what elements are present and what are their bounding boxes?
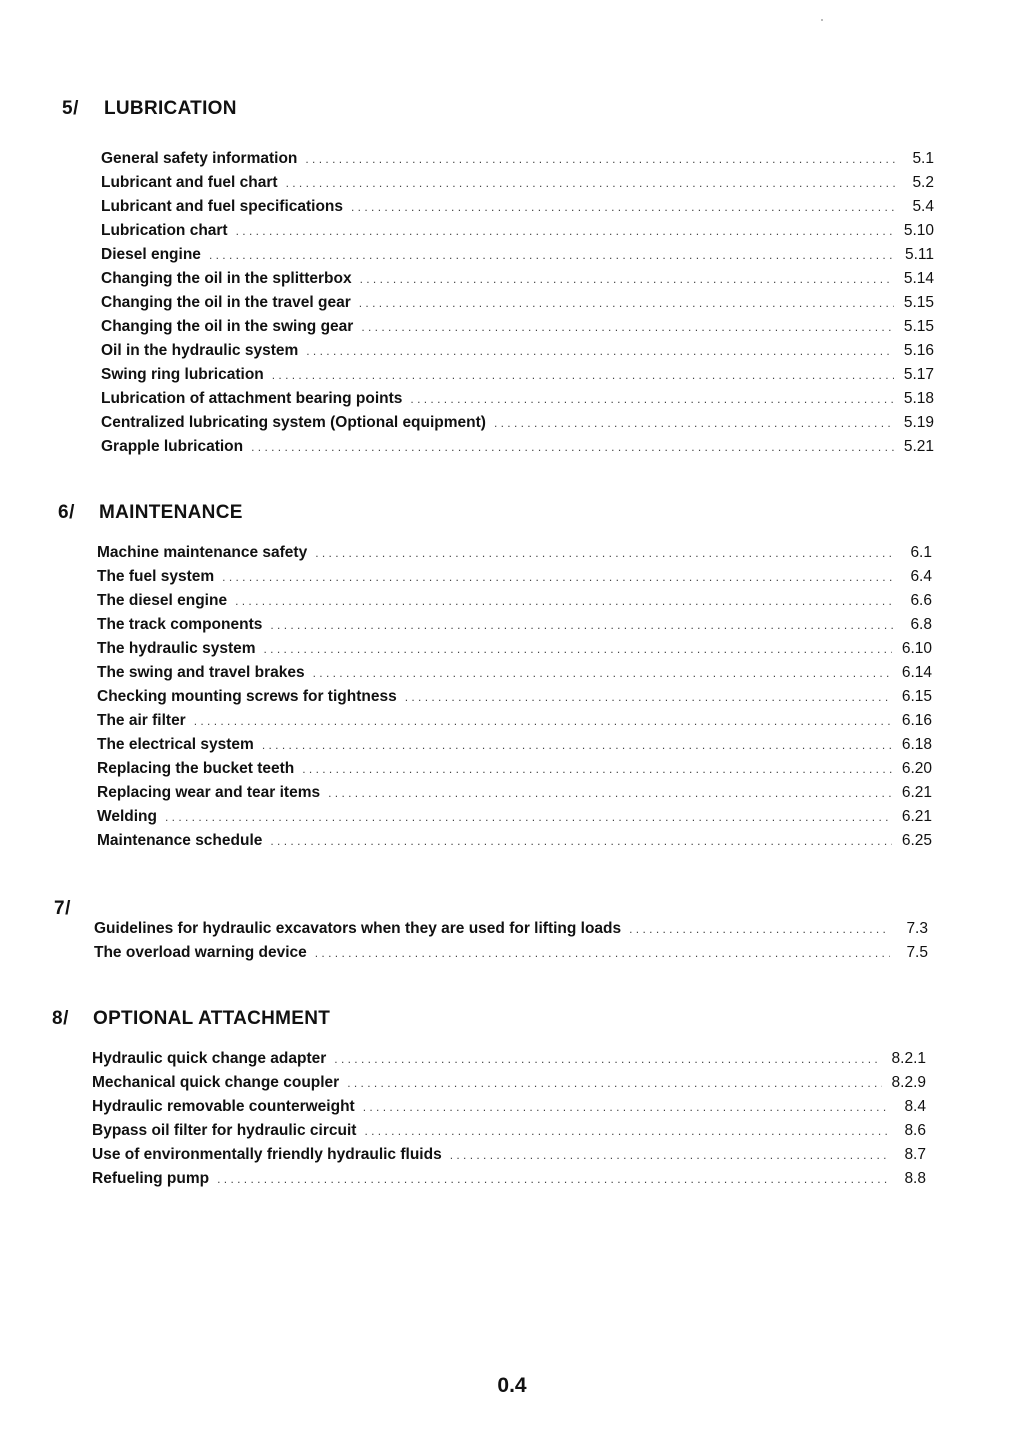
toc-entry-label: Machine maintenance safety — [97, 544, 308, 561]
section-title: LUBRICATION — [104, 98, 237, 119]
dot-leader — [494, 416, 894, 430]
dot-leader — [305, 152, 896, 166]
toc-entry-label: The electrical system — [97, 736, 254, 753]
toc-entry-page: 6.16 — [901, 712, 932, 729]
toc-list — [94, 920, 928, 968]
section-title: OPTIONAL ATTACHMENT — [93, 1008, 331, 1029]
toc-entry[interactable] — [92, 1050, 926, 1074]
toc-entry-page: 6.4 — [910, 568, 932, 585]
dot-leader — [629, 922, 890, 936]
toc-entry-page: 5.15 — [903, 294, 934, 311]
section-number: 7/ — [54, 898, 71, 919]
toc-entry-label: Mechanical quick change coupler — [92, 1074, 340, 1091]
toc-list — [92, 1050, 926, 1194]
toc-entry-page: 5.19 — [903, 414, 934, 431]
dot-leader — [270, 618, 894, 632]
toc-entry[interactable] — [101, 342, 934, 366]
toc-entry-page: 5.11 — [904, 246, 934, 263]
toc-entry-label: Checking mounting screws for tightness — [97, 688, 397, 705]
toc-entry-page: 8.8 — [904, 1170, 926, 1187]
toc-entry-label: The swing and travel brakes — [97, 664, 305, 681]
toc-entry-page: 5.4 — [912, 198, 934, 215]
toc-entry[interactable] — [97, 736, 932, 760]
toc-entry-label: Welding — [97, 808, 157, 825]
toc-entry-label: Changing the oil in the travel gear — [101, 294, 351, 311]
toc-entry-label: Use of environmentally friendly hydraulic fluids — [92, 1146, 442, 1163]
toc-entry-page: 6.15 — [901, 688, 932, 705]
toc-entry[interactable] — [97, 688, 932, 712]
toc-entry-label: Diesel engine — [101, 246, 201, 263]
toc-entry[interactable] — [101, 438, 934, 462]
toc-entry-label: Maintenance schedule — [97, 832, 263, 849]
toc-entry[interactable] — [97, 712, 932, 736]
toc-entry-page: 5.10 — [903, 222, 934, 239]
dot-leader — [405, 690, 892, 704]
section-maintenance — [0, 502, 1024, 849]
dot-leader — [315, 946, 890, 960]
section-number: 6/ — [58, 502, 75, 523]
toc-entry-label: Bypass oil filter for hydraulic circuit — [92, 1122, 357, 1139]
toc-entry[interactable] — [101, 198, 934, 222]
toc-entry-label: Hydraulic quick change adapter — [92, 1050, 327, 1067]
toc-entry[interactable] — [92, 1074, 926, 1098]
toc-entry[interactable] — [101, 390, 934, 414]
toc-entry[interactable] — [97, 640, 932, 664]
toc-entry[interactable] — [92, 1122, 926, 1146]
toc-entry-label: Hydraulic removable counterweight — [92, 1098, 355, 1115]
toc-entry-label: Changing the oil in the swing gear — [101, 318, 354, 335]
toc-entry-label: Lubrication of attachment bearing points — [101, 390, 403, 407]
dot-leader — [270, 834, 891, 848]
dot-leader — [235, 594, 894, 608]
toc-entry-label: The track components — [97, 616, 263, 633]
dot-leader — [359, 296, 894, 310]
dot-leader — [410, 392, 893, 406]
toc-entry-label: The air filter — [97, 712, 186, 729]
dot-leader — [236, 224, 894, 238]
toc-entry-page: 5.1 — [912, 150, 934, 167]
toc-entry[interactable] — [97, 568, 932, 592]
toc-entry[interactable] — [101, 174, 934, 198]
toc-entry-page: 8.6 — [904, 1122, 926, 1139]
toc-entry-page: 5.14 — [903, 270, 934, 287]
toc-entry-label: The overload warning device — [94, 944, 307, 961]
page-number: 0.4 — [497, 1374, 527, 1397]
toc-entry-page: 7.5 — [906, 944, 928, 961]
toc-entry-label: Centralized lubricating system (Optional equipment) — [101, 414, 486, 431]
dot-leader — [165, 810, 892, 824]
toc-entry-label: Changing the oil in the splitterbox — [101, 270, 352, 287]
toc-entry-page: 8.4 — [904, 1098, 926, 1115]
toc-entry[interactable] — [101, 294, 934, 318]
toc-entry-page: 6.25 — [901, 832, 932, 849]
toc-entry[interactable] — [97, 784, 932, 808]
toc-entry[interactable] — [97, 808, 932, 832]
toc-entry-page: 5.15 — [903, 318, 934, 335]
toc-entry-label: Guidelines for hydraulic excavators when they are used for lifting loads — [94, 920, 622, 937]
toc-entry-page: 7.3 — [906, 920, 928, 937]
toc-entry-label: Refueling pump — [92, 1170, 210, 1187]
toc-entry[interactable] — [97, 592, 932, 616]
toc-entry-label: Swing ring lubrication — [101, 366, 264, 383]
toc-entry-label: Lubricant and fuel specifications — [101, 198, 344, 215]
section-header — [0, 502, 1024, 532]
dot-leader — [334, 1052, 881, 1066]
toc-entry[interactable] — [101, 246, 934, 270]
toc-entry[interactable] — [101, 150, 934, 174]
toc-entry-page: 6.6 — [910, 592, 932, 609]
toc-entry[interactable] — [94, 944, 928, 968]
toc-entry-label: Lubricant and fuel chart — [101, 174, 278, 191]
dot-leader — [450, 1148, 888, 1162]
toc-entry[interactable] — [92, 1098, 926, 1122]
toc-entry-page: 6.21 — [901, 784, 932, 801]
section-lubrication — [0, 98, 1024, 455]
toc-entry-label: The fuel system — [97, 568, 215, 585]
dot-leader — [363, 1100, 888, 1114]
toc-entry-page: 5.18 — [903, 390, 934, 407]
section-header — [0, 1008, 1024, 1038]
toc-entry-label: The hydraulic system — [97, 640, 256, 657]
dot-leader — [313, 666, 892, 680]
dot-leader — [328, 786, 892, 800]
dot-leader — [272, 368, 894, 382]
toc-entry[interactable] — [97, 664, 932, 688]
toc-entry[interactable] — [97, 832, 932, 856]
toc-entry-page: 6.14 — [901, 664, 932, 681]
section-number: 5/ — [62, 98, 79, 119]
toc-entry-page: 8.7 — [904, 1146, 926, 1163]
dot-leader — [361, 320, 894, 334]
toc-entry-page: 6.21 — [901, 808, 932, 825]
toc-entry[interactable] — [92, 1146, 926, 1170]
toc-entry-page: 6.1 — [910, 544, 932, 561]
toc-entry-page: 8.2.9 — [891, 1074, 926, 1091]
toc-entry[interactable] — [94, 920, 928, 944]
toc-entry-page: 5.16 — [903, 342, 934, 359]
toc-entry-label: Replacing the bucket teeth — [97, 760, 295, 777]
toc-entry-page: 6.8 — [910, 616, 932, 633]
toc-entry[interactable] — [101, 414, 934, 438]
toc-entry-page: 6.10 — [901, 640, 932, 657]
dot-leader — [262, 738, 892, 752]
dot-leader — [302, 762, 892, 776]
toc-list — [97, 544, 932, 856]
scan-speck — [821, 19, 823, 21]
toc-entry-label: Oil in the hydraulic system — [101, 342, 299, 359]
toc-list — [101, 150, 934, 462]
dot-leader — [347, 1076, 881, 1090]
toc-entry-page: 5.17 — [903, 366, 934, 383]
dot-leader — [286, 176, 896, 190]
dot-leader — [222, 570, 894, 584]
dot-leader — [264, 642, 892, 656]
section-header — [0, 98, 1024, 128]
toc-entry[interactable] — [101, 270, 934, 294]
toc-entry-label: Grapple lubrication — [101, 438, 244, 455]
toc-entry[interactable] — [101, 318, 934, 342]
toc-entry-label: General safety information — [101, 150, 298, 167]
toc-entry-page: 5.21 — [903, 438, 934, 455]
toc-entry-label: Replacing wear and tear items — [97, 784, 321, 801]
section-optional-attachment — [0, 1008, 1024, 1187]
toc-entry[interactable] — [92, 1170, 926, 1194]
dot-leader — [217, 1172, 888, 1186]
toc-entry-label: The diesel engine — [97, 592, 228, 609]
dot-leader — [306, 344, 894, 358]
dot-leader — [351, 200, 896, 214]
toc-entry[interactable] — [97, 616, 932, 640]
toc-entry-page: 8.2.1 — [891, 1050, 926, 1067]
section-number: 8/ — [52, 1008, 69, 1029]
toc-entry[interactable] — [101, 222, 934, 246]
toc-entry[interactable] — [97, 760, 932, 784]
toc-entry[interactable] — [97, 544, 932, 568]
toc-entry-page: 6.20 — [901, 760, 932, 777]
dot-leader — [194, 714, 892, 728]
section-7 — [0, 898, 1024, 961]
toc-entry-page: 5.2 — [912, 174, 934, 191]
toc-entry-label: Lubrication chart — [101, 222, 228, 239]
toc-entry[interactable] — [101, 366, 934, 390]
dot-leader — [209, 248, 895, 262]
dot-leader — [360, 272, 894, 286]
dot-leader — [315, 546, 894, 560]
dot-leader — [251, 440, 894, 454]
toc-entry-page: 6.18 — [901, 736, 932, 753]
dot-leader — [364, 1124, 888, 1138]
section-title: MAINTENANCE — [99, 502, 243, 523]
